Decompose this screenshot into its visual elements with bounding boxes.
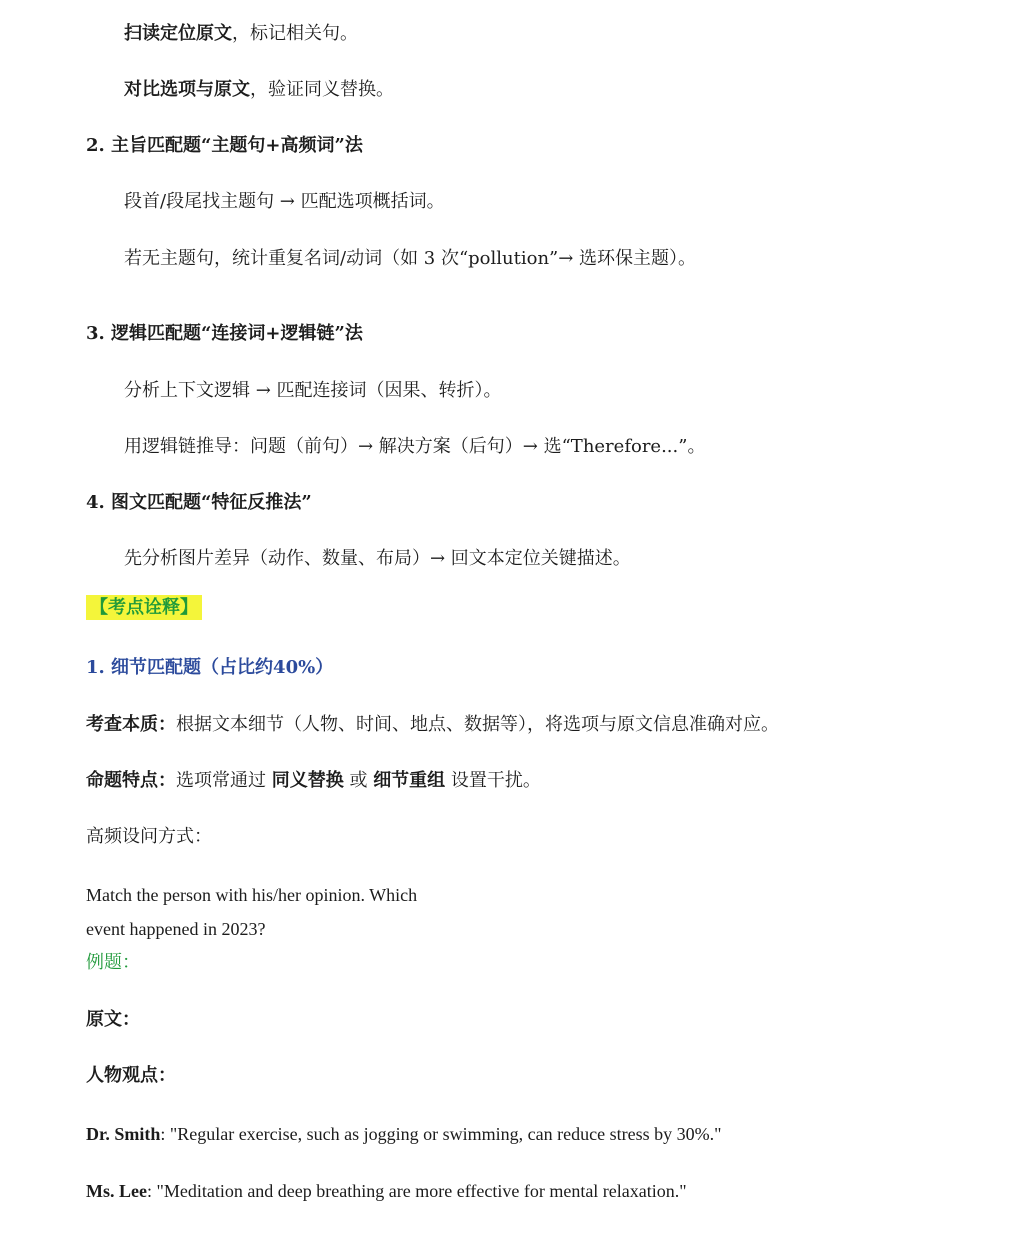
section-line: 分析上下文逻辑 → 匹配连接词（因果、转折）。 (124, 380, 502, 401)
essence-label: 考查本质： (86, 714, 176, 735)
features-mid: 或 (343, 770, 374, 791)
section-heading: 2. 主旨匹配题“主题句+高频词”法 (86, 135, 363, 156)
features-term-synonym: 同义替换 (271, 770, 344, 791)
section-line: 段首/段尾找主题句 → 匹配选项概括词。 (124, 191, 445, 212)
features-post: 设置干扰。 (445, 770, 541, 791)
section-heading: 3. 逻辑匹配题“连接词+逻辑链”法 (86, 323, 363, 344)
speaker-name: Ms. Lee (86, 1181, 147, 1201)
quote-text: : "Regular exercise, such as jogging or swimming, can reduce stress by 30%." (160, 1124, 722, 1144)
step-line (124, 76, 394, 104)
essence-text: 根据文本细节（人物、时间、地点、数据等），将选项与原文信息准确对应。 (176, 714, 779, 735)
question-line: Match the person with his/her opinion. Which (86, 885, 418, 905)
features-line (86, 767, 541, 795)
essence-line (86, 711, 779, 739)
quote-line (86, 1120, 721, 1148)
example-label: 例题： (86, 952, 140, 973)
section-line: 先分析图片差异（动作、数量、布局）→ 回文本定位关键描述。 (124, 548, 631, 569)
section-line: 用逻辑链推导：问题（前句）→ 解决方案（后句）→ 选“Therefore...”。 (124, 436, 706, 457)
quote-text: : "Meditation and deep breathing are more effective for mental relaxation." (146, 1181, 687, 1201)
step-line (124, 20, 358, 48)
speaker-name: Dr. Smith (86, 1124, 161, 1144)
freq-label: 高频设问方式： (86, 826, 212, 847)
question-line: event happened in 2023? (86, 919, 266, 939)
features-pre: 选项常通过 (176, 770, 272, 791)
step-text: ，验证同义替换。 (250, 79, 394, 100)
detail-heading: 1. 细节匹配题（占比约40%） (86, 657, 334, 678)
features-label: 命题特点： (86, 770, 176, 791)
step-text: ，标记相关句。 (232, 23, 358, 44)
views-label: 人物观点： (86, 1065, 176, 1086)
original-label: 原文： (86, 1009, 140, 1030)
section-heading: 4. 图文匹配题“特征反推法” (86, 492, 312, 513)
section-line: 若无主题句，统计重复名词/动词（如 3 次“pollution”→ 选环保主题）。 (124, 248, 697, 269)
highlighted-label: 【考点诠释】 (86, 595, 202, 620)
features-term-regroup: 细节重组 (373, 770, 446, 791)
exam-point-label (86, 594, 202, 622)
step-keyword: 扫读定位原文 (124, 23, 232, 44)
step-keyword: 对比选项与原文 (124, 79, 250, 100)
quote-line (86, 1177, 687, 1205)
